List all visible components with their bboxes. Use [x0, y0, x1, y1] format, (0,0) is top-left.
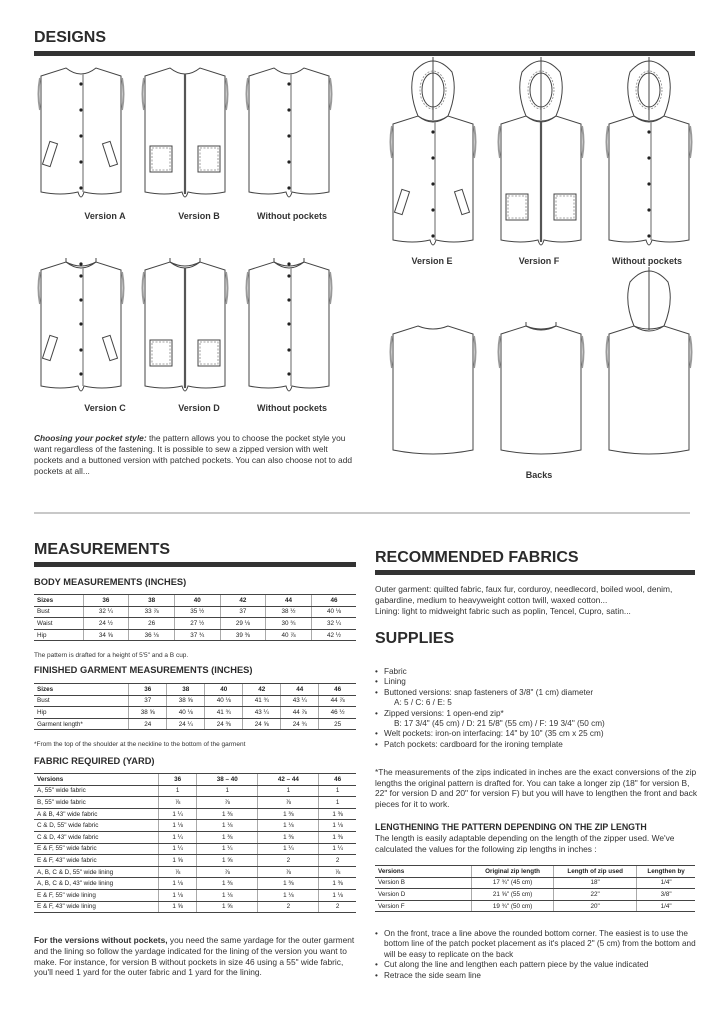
row-label: E & F, 43" wide lining [34, 901, 159, 913]
row-label: Version F [375, 900, 472, 912]
column-header: 42 [220, 595, 266, 607]
table-cell: 1 ⅛ [159, 889, 197, 901]
column-header: 38 [167, 684, 205, 696]
table-cell: 17 ¾" (45 cm) [472, 877, 554, 889]
column-header: 46 [319, 774, 356, 786]
row-label: E & F, 43" wide fabric [34, 855, 159, 867]
vest-version-a [36, 64, 126, 209]
lengthening-title: LENGTHENING THE PATTERN DEPENDING ON THE ZIP LENGTH [375, 822, 647, 832]
table-cell: 30 ¾ [266, 618, 312, 630]
column-header: Sizes [34, 595, 83, 607]
table-cell: 43 ¼ [243, 707, 281, 719]
table-cell: ⅞ [159, 797, 197, 809]
column-header: 40 [205, 684, 243, 696]
table-cell: 1 [159, 785, 197, 797]
table-cell: 35 ½ [174, 606, 220, 618]
column-header: Original zip length [472, 866, 554, 878]
table-cell: 32 ¼ [83, 606, 129, 618]
body-measurements-title: BODY MEASUREMENTS (INCHES) [34, 577, 187, 587]
table-cell: 2 [319, 855, 356, 867]
zip-note: *The measurements of the zips indicated in inches are the exact conversions of the zip lengths the original pattern is drafted for. You can take a longer zip (18" for version B, 22" for version D and 20" for version F) but you will have to lengthen the front and back pieces for it to work. [375, 767, 698, 809]
fabric-required-header-row [34, 774, 356, 786]
designs-heading: DESIGNS [34, 29, 107, 46]
table-cell: ⅞ [159, 866, 197, 878]
row-label: Waist [34, 618, 83, 630]
table-cell: 1 ⅜ [319, 808, 356, 820]
label-without-pockets-ef: Without pockets [612, 256, 682, 266]
column-header: 44 [281, 684, 319, 696]
table-cell: 24 ¾ [281, 718, 319, 730]
table-cell: 26 [129, 618, 175, 630]
label-version-b: Version B [178, 211, 220, 221]
table-cell: 46 ½ [319, 707, 356, 719]
fabrics-lining: Lining: light to midweight fabric such as poplin, Tencel, Cupro, satin... [375, 606, 631, 616]
table-cell: 1 ⅜ [197, 808, 258, 820]
table-cell: 37 [220, 606, 266, 618]
table-cell: 1 ⅛ [319, 820, 356, 832]
label-without-pockets-cd: Without pockets [257, 403, 327, 413]
table-cell: 1 ⅛ [197, 820, 258, 832]
fabric-required-row [34, 878, 356, 890]
table-cell: 40 ⅞ [266, 629, 312, 641]
table-cell: 42 ½ [311, 629, 356, 641]
table-cell: 1 ⅛ [258, 889, 319, 901]
column-header: 38 – 40 [197, 774, 258, 786]
row-label: A & B, 43" wide fabric [34, 808, 159, 820]
section-divider [34, 512, 690, 514]
supply-item: • Patch pockets: cardboard for the ironing template [375, 740, 700, 750]
finished-measurements-row [34, 718, 356, 730]
lengthening-intro: The length is easily adaptable depending on the length of the zipper used. We've calculated the values for the following zip lengths in inches : [375, 833, 675, 854]
table-cell: 40 ⅛ [311, 606, 356, 618]
column-header: 44 [266, 595, 312, 607]
table-cell: 3/8" [637, 889, 695, 901]
column-header: 42 – 44 [258, 774, 319, 786]
pocket-style-note-lead: Choosing your pocket style: [34, 433, 147, 443]
fabric-required-row [34, 808, 356, 820]
table-cell: ⅞ [197, 866, 258, 878]
table-cell: 44 ⅞ [319, 695, 356, 707]
table-cell: 1 ¼ [159, 808, 197, 820]
table-cell: 1/4" [637, 900, 695, 912]
supplies-heading: SUPPLIES [375, 630, 455, 647]
row-label: Hip [34, 629, 83, 641]
fabric-required-table [34, 773, 356, 913]
row-label: Bust [34, 695, 129, 707]
table-cell: 1 ⅜ [258, 808, 319, 820]
table-cell: 1/4" [637, 877, 695, 889]
table-cell: 1 ⅜ [197, 831, 258, 843]
table-cell: 38 ⅝ [167, 695, 205, 707]
table-cell: 1 ⅜ [319, 831, 356, 843]
table-cell: 18" [554, 877, 637, 889]
table-cell: 37 [129, 695, 167, 707]
table-cell: 24 ⅝ [243, 718, 281, 730]
table-cell: 1 ⅜ [319, 878, 356, 890]
fabric-required-row [34, 889, 356, 901]
table-cell: 1 ⅝ [197, 855, 258, 867]
finished-measurements-header-row [34, 684, 356, 696]
table-cell: 1 ¼ [159, 843, 197, 855]
row-label: A, B, C & D, 43" wide lining [34, 878, 159, 890]
supply-item: • Buttoned versions: snap fasteners of 3/8" (1 cm) diameter [375, 688, 700, 698]
back-collar [496, 322, 586, 467]
supply-item: • Zipped versions: 1 open-end zip* [375, 709, 700, 719]
zip-length-row [375, 900, 695, 912]
fabric-required-row [34, 785, 356, 797]
without-pockets-note-text: you need the same yardage for the outer garment and the lining so follow the yardage indicated for the lining of the version you want to make. For instance, for version B without pockets in size 46 using a 55" wide fabric, you'll need 1 yard for the outer fabric and 1 yard for the lining. [34, 935, 355, 978]
fabrics-text [375, 584, 700, 617]
pocket-style-note [34, 433, 356, 477]
row-label: E & F, 55" wide lining [34, 889, 159, 901]
body-measurements-row [34, 606, 356, 618]
table-cell: 1 ¼ [319, 843, 356, 855]
row-label: E & F, 55" wide fabric [34, 843, 159, 855]
column-header: Sizes [34, 684, 129, 696]
table-cell: 1 [319, 797, 356, 809]
table-cell: 19 ¾" (50 cm) [472, 900, 554, 912]
finished-measurements-row [34, 707, 356, 719]
table-cell: 34 ⅝ [83, 629, 129, 641]
table-cell: 38 ⅝ [129, 707, 167, 719]
vest-version-f [496, 57, 586, 252]
table-cell: 1 ⅜ [258, 831, 319, 843]
zip-length-header-row [375, 866, 695, 878]
table-cell: 1 ¼ [197, 843, 258, 855]
table-cell: 25 [319, 718, 356, 730]
table-cell: 24 [129, 718, 167, 730]
finished-measurements-note: *From the top of the shoulder at the neckline to the bottom of the garment [34, 741, 246, 748]
supply-item-detail: A: 5 / C: 6 / E: 5 [394, 698, 452, 708]
table-cell: 1 [319, 785, 356, 797]
label-version-c: Version C [84, 403, 126, 413]
supply-item: • Welt pockets: iron-on interfacing: 14" by 10" (35 cm x 25 cm) [375, 729, 700, 739]
column-header: Length of zip used [554, 866, 637, 878]
row-label: Garment length* [34, 718, 129, 730]
table-cell: 37 ¾ [174, 629, 220, 641]
without-pockets-note [34, 935, 359, 978]
table-cell: 40 ⅛ [167, 707, 205, 719]
label-version-e: Version E [411, 256, 453, 266]
measurements-heading: MEASUREMENTS [34, 541, 171, 558]
label-version-d: Version D [178, 403, 220, 413]
table-cell: 2 [319, 901, 356, 913]
table-cell: 1 ⅝ [159, 855, 197, 867]
table-cell: 1 ⅛ [197, 889, 258, 901]
row-label: A, 55" wide fabric [34, 785, 159, 797]
vest-version-c [36, 258, 126, 403]
table-cell: 1 ⅛ [159, 878, 197, 890]
table-cell: 43 ¼ [281, 695, 319, 707]
label-backs: Backs [525, 470, 553, 480]
row-label: C & D, 43" wide fabric [34, 831, 159, 843]
column-header: 46 [311, 595, 356, 607]
fabric-required-row [34, 843, 356, 855]
row-label: Hip [34, 707, 129, 719]
table-cell: 38 ½ [266, 606, 312, 618]
without-pockets-note-lead: For the versions without pockets, [34, 935, 168, 945]
body-measurements-note: The pattern is drafted for a height of 5'5" and a B cup. [34, 652, 189, 659]
lengthening-step: • On the front, trace a line above the rounded bottom corner. The easiest is to use the bottom line of the patch pocket placement as it's placed 2" (5 cm) from the bottom and will be easy to replicate on the back [375, 929, 700, 960]
table-cell: 1 ¼ [258, 843, 319, 855]
table-cell: 32 ¼ [311, 618, 356, 630]
table-cell: 29 ⅛ [220, 618, 266, 630]
table-cell: 1 ¼ [159, 831, 197, 843]
vest-without-pockets-cd [244, 258, 334, 403]
lengthening-steps [375, 929, 700, 981]
column-header: Versions [34, 774, 159, 786]
lengthening-step: • Cut along the line and lengthen each pattern piece by the value indicated [375, 960, 700, 970]
column-header: Versions [375, 866, 472, 878]
table-cell: 1 ⅛ [159, 820, 197, 832]
label-version-a: Version A [84, 211, 126, 221]
row-label: B, 55" wide fabric [34, 797, 159, 809]
supply-item: • Lining [375, 677, 700, 687]
column-header: Lengthen by [637, 866, 695, 878]
body-measurements-table [34, 594, 356, 641]
label-without-pockets-ab: Without pockets [257, 211, 327, 221]
fabric-required-row [34, 797, 356, 809]
table-cell: 24 ⅜ [205, 718, 243, 730]
column-header: 46 [319, 684, 356, 696]
vest-without-pockets-ab [244, 64, 334, 209]
zip-length-row [375, 877, 695, 889]
row-label: Version D [375, 889, 472, 901]
table-cell: 1 ⅜ [197, 878, 258, 890]
fabrics-outer: Outer garment: quilted fabric, faux fur, corduroy, needlecord, boiled wool, denim, gabardine, medium to heavyweight cotton twill, waxed cotton... [375, 584, 673, 605]
fabric-required-title: FABRIC REQUIRED (YARD) [34, 756, 155, 766]
table-cell: 1 ⅛ [319, 889, 356, 901]
fabric-required-row [34, 855, 356, 867]
supply-item-detail: B: 17 3/4" (45 cm) / D: 21 5/8" (55 cm) / F: 19 3/4" (50 cm) [394, 719, 605, 729]
body-measurements-row [34, 629, 356, 641]
column-header: 36 [129, 684, 167, 696]
vest-without-pockets-ef [604, 57, 694, 252]
back-hood [604, 267, 694, 462]
column-header: 36 [83, 595, 129, 607]
vest-version-d [140, 258, 230, 403]
finished-measurements-title: FINISHED GARMENT MEASUREMENTS (INCHES) [34, 665, 253, 675]
row-label: C & D, 55" wide fabric [34, 820, 159, 832]
column-header: 42 [243, 684, 281, 696]
table-cell: 2 [258, 901, 319, 913]
table-cell: 41 ¾ [205, 707, 243, 719]
vest-version-b [140, 64, 230, 209]
table-cell: 1 ⅜ [258, 878, 319, 890]
table-cell: 1 [258, 785, 319, 797]
supplies-list [375, 667, 700, 750]
table-cell: 39 ⅜ [220, 629, 266, 641]
table-cell: 1 ⅝ [159, 901, 197, 913]
table-cell: 24 ¼ [167, 718, 205, 730]
back-round-neck [388, 322, 478, 467]
table-cell: ⅞ [258, 797, 319, 809]
zip-length-row [375, 889, 695, 901]
label-version-f: Version F [518, 256, 560, 266]
table-cell: 1 [197, 785, 258, 797]
table-cell: 33 ⅞ [129, 606, 175, 618]
table-cell: 1 ⅝ [197, 901, 258, 913]
table-cell: 22" [554, 889, 637, 901]
table-cell: 20" [554, 900, 637, 912]
supply-item: • Fabric [375, 667, 700, 677]
fabric-required-row [34, 866, 356, 878]
table-cell: 44 ⅞ [281, 707, 319, 719]
vest-version-e [388, 57, 478, 252]
table-cell: ⅞ [258, 866, 319, 878]
table-cell: 1 ⅛ [258, 820, 319, 832]
table-cell: ⅞ [197, 797, 258, 809]
table-cell: 24 ½ [83, 618, 129, 630]
table-cell: 21 ⅝" (55 cm) [472, 889, 554, 901]
fabric-required-row [34, 901, 356, 913]
column-header: 40 [174, 595, 220, 607]
zip-length-table [375, 865, 695, 912]
table-cell: ⅞ [319, 866, 356, 878]
finished-measurements-row [34, 695, 356, 707]
lengthening-step: • Retrace the side seam line [375, 971, 700, 981]
table-cell: 41 ¾ [243, 695, 281, 707]
column-header: 38 [129, 595, 175, 607]
designs-heading-rule [34, 51, 695, 56]
fabrics-heading: RECOMMENDED FABRICS [375, 549, 579, 566]
table-cell: 27 ½ [174, 618, 220, 630]
fabric-required-row [34, 831, 356, 843]
table-cell: 2 [258, 855, 319, 867]
row-label: Version B [375, 877, 472, 889]
fabric-required-row [34, 820, 356, 832]
fabrics-heading-rule [375, 570, 695, 575]
table-cell: 36 ⅛ [129, 629, 175, 641]
column-header: 36 [159, 774, 197, 786]
pocket-style-note-text: the pattern allows you to choose the pocket style you want regardless of the fastening. It is possible to sew a zipped version with welt pockets and a buttoned version with patched pockets. You can also choose not to add pockets at all... [34, 433, 353, 476]
finished-measurements-table [34, 683, 356, 730]
body-measurements-row [34, 618, 356, 630]
measurements-heading-rule [34, 562, 356, 567]
table-cell: 40 ⅛ [205, 695, 243, 707]
row-label: A, B, C & D, 55" wide lining [34, 866, 159, 878]
body-measurements-header-row [34, 595, 356, 607]
row-label: Bust [34, 606, 83, 618]
